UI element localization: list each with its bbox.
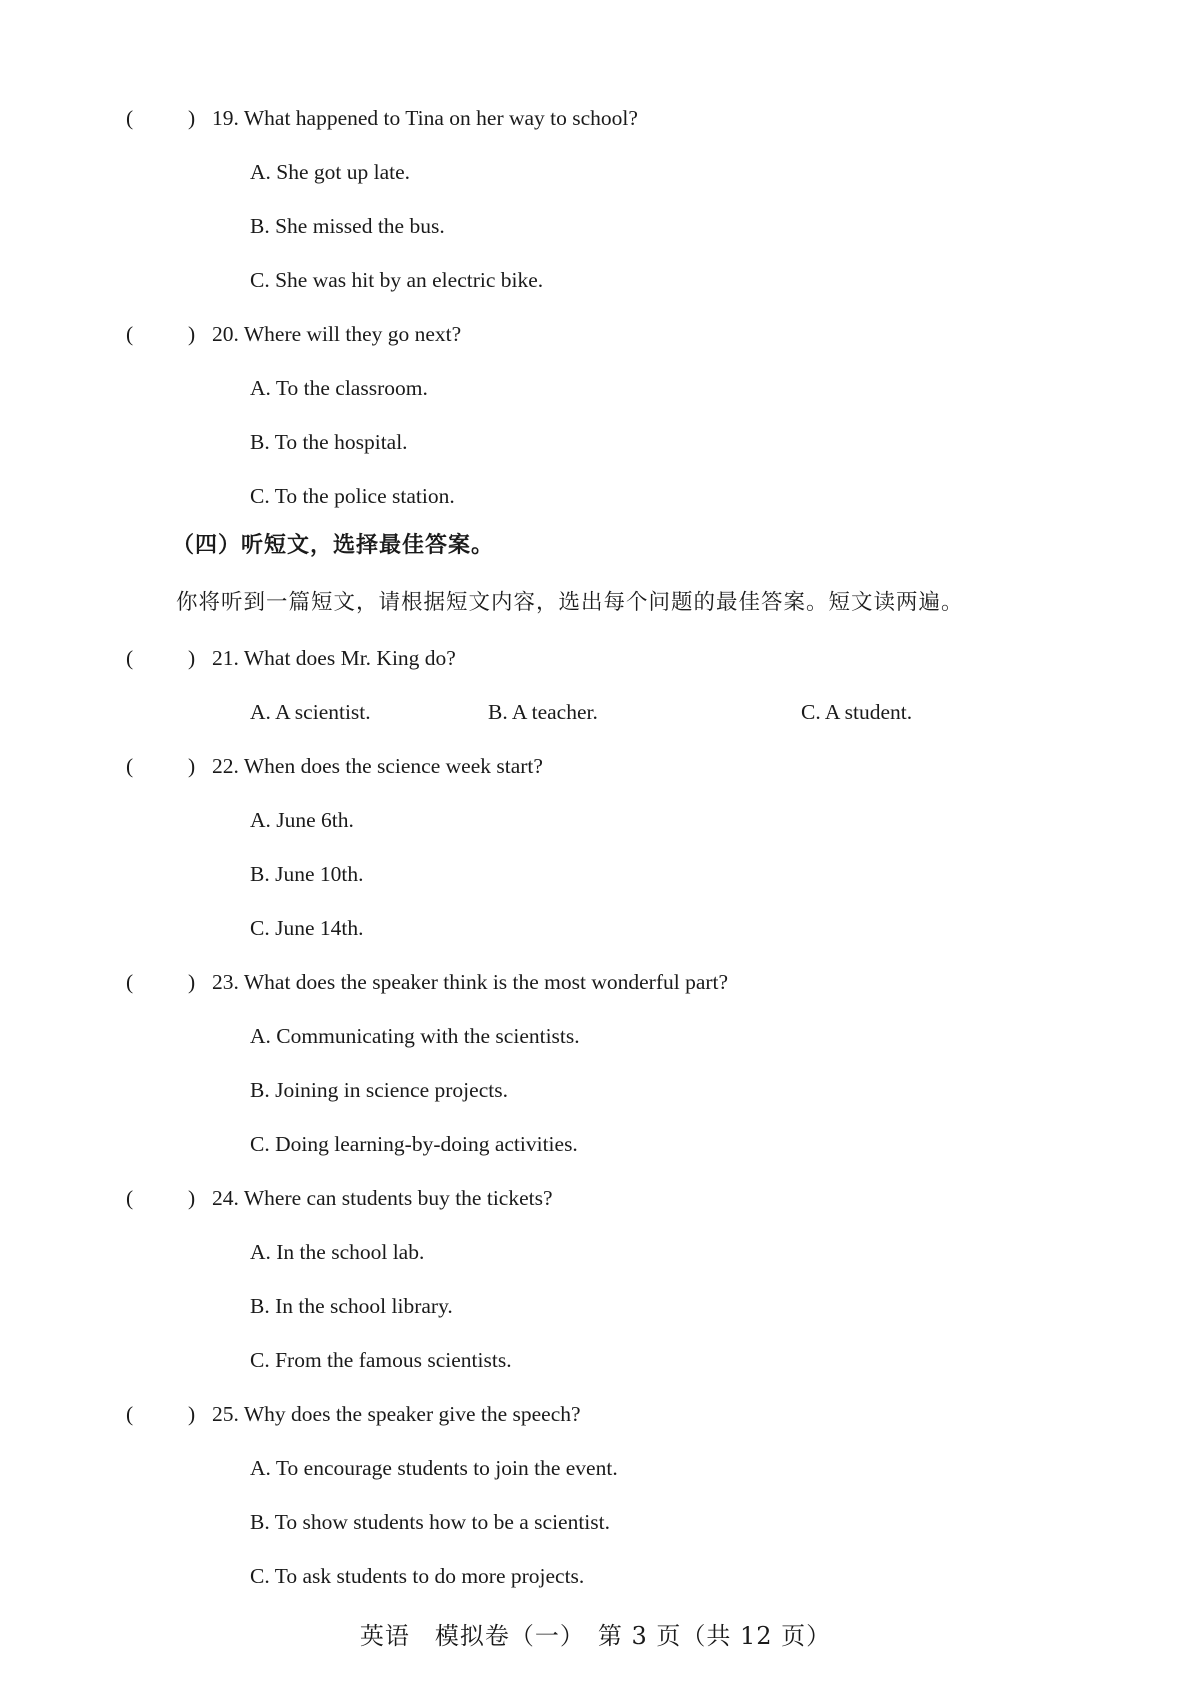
answer-paren-open: ( bbox=[126, 1186, 134, 1210]
answer-paren-open: ( bbox=[126, 646, 134, 670]
option-24-b: B. In the school library. bbox=[250, 1294, 453, 1318]
option-19-b: B. She missed the bus. bbox=[250, 214, 445, 238]
option-24-c: C. From the famous scientists. bbox=[250, 1348, 512, 1372]
option-25-a: A. To encourage students to join the event. bbox=[250, 1456, 618, 1480]
option-23-a: A. Communicating with the scientists. bbox=[250, 1024, 580, 1048]
answer-paren-close: ) bbox=[188, 646, 196, 670]
answer-paren-close: ) bbox=[188, 970, 196, 994]
option-22-c: C. June 14th. bbox=[250, 916, 364, 940]
option-20-a: A. To the classroom. bbox=[250, 376, 428, 400]
question-text: 25. Why does the speaker give the speech? bbox=[212, 1402, 581, 1426]
question-text: 24. Where can students buy the tickets? bbox=[212, 1186, 553, 1210]
page-footer: 英语 模拟卷（一） 第 3 页（共 12 页） bbox=[359, 1622, 832, 1650]
option-21-a: A. A scientist. bbox=[250, 700, 371, 724]
answer-paren-open: ( bbox=[126, 754, 134, 778]
option-25-c: C. To ask students to do more projects. bbox=[250, 1564, 585, 1588]
question-text: 21. What does Mr. King do? bbox=[212, 646, 456, 670]
answer-paren-open: ( bbox=[126, 322, 134, 346]
option-20-b: B. To the hospital. bbox=[250, 430, 408, 454]
answer-paren-open: ( bbox=[126, 970, 134, 994]
answer-paren-open: ( bbox=[126, 1402, 134, 1426]
option-24-a: A. In the school lab. bbox=[250, 1240, 425, 1264]
option-19-a: A. She got up late. bbox=[250, 160, 411, 184]
option-21-c: C. A student. bbox=[801, 700, 913, 724]
answer-paren-open: ( bbox=[126, 106, 134, 130]
option-23-c: C. Doing learning-by-doing activities. bbox=[250, 1132, 578, 1156]
answer-paren-close: ) bbox=[188, 106, 196, 130]
question-text: 20. Where will they go next? bbox=[212, 322, 462, 346]
answer-paren-close: ) bbox=[188, 322, 196, 346]
option-19-c: C. She was hit by an electric bike. bbox=[250, 268, 544, 292]
question-text: 19. What happened to Tina on her way to school? bbox=[212, 106, 638, 130]
option-22-b: B. June 10th. bbox=[250, 862, 364, 886]
answer-paren-close: ) bbox=[188, 1402, 196, 1426]
answer-paren-close: ) bbox=[188, 754, 196, 778]
question-text: 22. When does the science week start? bbox=[212, 754, 543, 778]
option-23-b: B. Joining in science projects. bbox=[250, 1078, 508, 1102]
option-25-b: B. To show students how to be a scientist. bbox=[250, 1510, 610, 1534]
option-22-a: A. June 6th. bbox=[250, 808, 354, 832]
section-instruction: 你将听到一篇短文，请根据短文内容，选出每个问题的最佳答案。短文读两遍。 bbox=[176, 590, 964, 615]
question-text: 23. What does the speaker think is the most wonderful part? bbox=[212, 970, 729, 994]
option-20-c: C. To the police station. bbox=[250, 484, 455, 508]
option-21-b: B. A teacher. bbox=[488, 700, 598, 724]
answer-paren-close: ) bbox=[188, 1186, 196, 1210]
section-title: （四）听短文，选择最佳答案。 bbox=[172, 533, 495, 558]
